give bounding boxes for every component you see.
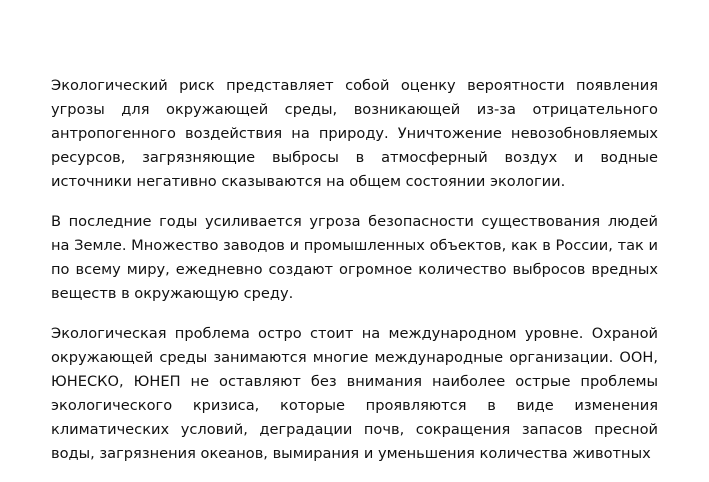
paragraph-ecological-risk: Экологический риск представляет собой оценку вероятности появления угрозы для окружающей среды, возникающей из-за отрицательного антропогенного воздействия на природу. Уничтожение невозобновляемых ресурсов, загрязняющие выбросы в атмосферный воздух и водные источники негативно сказываются на общем состоянии экологии. (51, 77, 658, 190)
paragraph-international-problem: Экологическая проблема остро стоит на международном уровне. Охраной окружающей среды занимаются многие международные организации. ООН, ЮНЕСКО, ЮНЕП не оставляют без внимания наиболее острые проблемы экологического кризиса, которые проявляются в виде изменения климатических условий, деградации почв, сокращения запасов пресной воды, загрязнения океанов, вымирания и уменьшения количества животных (51, 325, 658, 462)
document-body (51, 74, 658, 482)
paragraph-safety-threat: В последние годы усиливается угроза безопасности существования людей на Земле. Множество заводов и промышленных объектов, как в России, так и по всему миру, ежедневно создают огромное количество выбросов вредных веществ в окружающую среду. (51, 213, 658, 302)
